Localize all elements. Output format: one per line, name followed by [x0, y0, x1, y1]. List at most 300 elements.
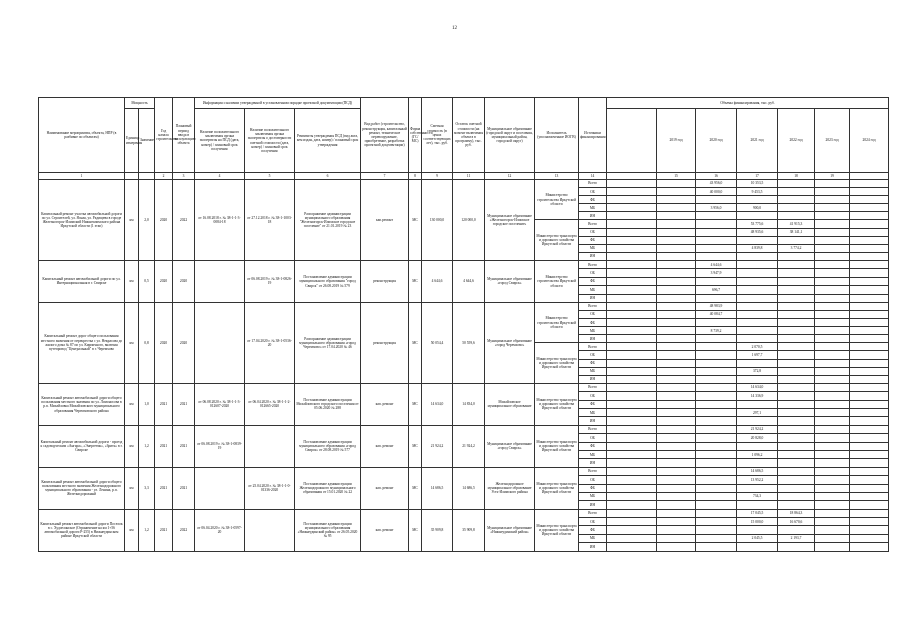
funding-value-cell	[815, 359, 850, 367]
cost-cell: 130 000,0	[422, 180, 453, 261]
funding-spacer-cell	[607, 260, 657, 268]
funding-value-cell	[657, 212, 696, 220]
funding-value-cell	[657, 509, 696, 517]
funding-value-cell	[778, 434, 815, 442]
value-cell: 2,0	[139, 180, 155, 261]
column-number: 15	[657, 173, 696, 180]
funding-value-cell	[696, 434, 737, 442]
source-cell: ОБ	[579, 351, 607, 359]
funding-value-cell	[657, 244, 696, 252]
funding-spacer-cell	[607, 450, 657, 458]
funding-value-cell	[696, 484, 737, 492]
source-cell: МБ	[579, 409, 607, 417]
funding-value-cell	[657, 343, 696, 351]
funding-spacer-cell	[607, 220, 657, 228]
funding-value-cell	[815, 327, 850, 335]
investment-table	[38, 97, 889, 552]
work-type-cell: кап. ремонт	[361, 383, 409, 425]
funding-value-cell	[696, 526, 737, 534]
conclusion-cell: от 16.08.2018 г. № 38-1-1-3-0084-18	[195, 180, 245, 261]
funding-value-cell	[657, 180, 696, 188]
value-cell: 1,2	[139, 509, 155, 551]
conclusion-cell	[195, 467, 245, 509]
funding-value-cell	[737, 277, 778, 285]
funding-value-cell	[778, 392, 815, 400]
header-year: 2021 год	[737, 109, 778, 173]
source-cell: МБ	[579, 450, 607, 458]
funding-value-cell	[815, 302, 850, 310]
funding-value-cell	[778, 180, 815, 188]
start-year-cell: 2021	[155, 509, 173, 551]
table-row	[39, 467, 889, 475]
funding-spacer-cell	[607, 236, 657, 244]
funding-value-cell	[696, 351, 737, 359]
funding-value-cell	[815, 467, 850, 475]
funding-value-cell: 4 839,8	[737, 244, 778, 252]
funding-value-cell: 20 828,0	[737, 434, 778, 442]
header-name: Наименование мероприятия, объекта, НПР (в разбивке по объектам)	[39, 98, 125, 173]
funding-spacer-cell	[607, 392, 657, 400]
funding-value-cell	[850, 228, 889, 236]
municipality-cell: Муниципальное образование «Железногорск-Илимское городское поселение»	[485, 180, 535, 261]
funding-spacer-cell	[607, 425, 657, 433]
funding-value-cell	[696, 359, 737, 367]
value-cell: 0,8	[139, 302, 155, 383]
header-work-type: Вид работ (строительство, реконструкция, капитальный ремонт, техническое перевооружение, приобретение, разработка проектной документации)	[361, 98, 409, 173]
funding-value-cell	[815, 228, 850, 236]
funding-value-cell	[815, 196, 850, 204]
funding-value-cell: 696,7	[696, 286, 737, 294]
funding-value-cell: 2 193,7	[778, 534, 815, 542]
funding-value-cell	[696, 492, 737, 500]
funding-value-cell	[815, 252, 850, 260]
funding-value-cell	[778, 310, 815, 318]
executor-cell: Министерство строительства Иркутской области	[535, 180, 579, 220]
reliability-cell: от 17.04.2020 г. № 38-1-0536-20	[245, 302, 295, 383]
reliability-cell: от 06.04.2020 г. № 38-1-1-2-012665-2020	[245, 383, 295, 425]
column-number: 12	[485, 173, 535, 180]
remaining-cell: 50 559,6	[453, 302, 485, 383]
funding-value-cell	[815, 204, 850, 212]
source-cell: ФБ	[579, 526, 607, 534]
executor-cell: Министерство строительства Иркутской области	[535, 302, 579, 342]
funding-value-cell: 48 935,6	[737, 228, 778, 236]
table-row	[39, 509, 889, 517]
funding-value-cell	[737, 359, 778, 367]
funding-value-cell	[696, 400, 737, 408]
ownership-cell: МС	[409, 180, 422, 261]
funding-spacer-cell	[607, 501, 657, 509]
funding-value-cell	[815, 286, 850, 294]
municipality-cell: Муниципальное образование «город Свирск»	[485, 260, 535, 302]
funding-value-cell	[815, 501, 850, 509]
funding-spacer-cell	[607, 180, 657, 188]
funding-value-cell	[657, 400, 696, 408]
source-cell: Всего	[579, 260, 607, 268]
source-cell: Всего	[579, 343, 607, 351]
funding-value-cell	[815, 450, 850, 458]
source-cell: ОБ	[579, 310, 607, 318]
funding-value-cell	[850, 409, 889, 417]
funding-value-cell	[850, 534, 889, 542]
funding-value-cell	[696, 277, 737, 285]
funding-spacer-cell	[607, 417, 657, 425]
funding-value-cell	[737, 526, 778, 534]
funding-value-cell	[657, 236, 696, 244]
funding-value-cell: 8 739,2	[696, 327, 737, 335]
source-cell: ИН	[579, 335, 607, 343]
period-cell: 2021	[173, 467, 195, 509]
funding-value-cell	[778, 236, 815, 244]
funding-spacer-cell	[607, 534, 657, 542]
funding-spacer-cell	[607, 204, 657, 212]
column-number	[125, 173, 139, 180]
funding-value-cell: 15 000,0	[737, 518, 778, 526]
funding-value-cell	[657, 383, 696, 391]
funding-value-cell	[778, 467, 815, 475]
column-number: 9	[422, 173, 453, 180]
funding-value-cell	[737, 294, 778, 302]
funding-spacer-cell	[607, 442, 657, 450]
funding-value-cell	[737, 310, 778, 318]
funding-value-cell	[778, 476, 815, 484]
conclusion-cell	[195, 260, 245, 302]
column-number: 13	[535, 173, 579, 180]
funding-spacer-cell	[607, 383, 657, 391]
funding-value-cell	[696, 543, 737, 551]
source-cell: ИН	[579, 417, 607, 425]
funding-value-cell	[657, 327, 696, 335]
period-cell: 2020	[173, 260, 195, 302]
header-power: Мощность	[125, 98, 155, 109]
funding-value-cell	[850, 252, 889, 260]
ownership-cell: МС	[409, 302, 422, 383]
object-name: Капитальный ремонт дорог общего пользования местного значения от перекрестка с ул. Некрасова до жилого дома № 87 по ул. Кирпичного, включая путепровод "Центральный" в г. Черемхово	[39, 302, 125, 383]
funding-value-cell	[850, 375, 889, 383]
funding-value-cell: 734,3	[737, 492, 778, 500]
object-name: Капитальный ремонт автомобильной дороги по ул. Интернациональная в г. Свирске	[39, 260, 125, 302]
funding-value-cell: 17 045,5	[737, 509, 778, 517]
funding-value-cell	[815, 518, 850, 526]
funding-value-cell	[778, 425, 815, 433]
funding-value-cell	[657, 459, 696, 467]
executor-cell: Министерство транспорта и дорожного хозяйства Иркутской области	[535, 467, 579, 509]
funding-value-cell	[850, 450, 889, 458]
funding-value-cell	[696, 501, 737, 509]
header-funding-spacer	[607, 109, 657, 173]
funding-value-cell	[815, 434, 850, 442]
source-cell: ОБ	[579, 228, 607, 236]
funding-value-cell	[815, 509, 850, 517]
funding-value-cell	[815, 543, 850, 551]
funding-value-cell	[815, 188, 850, 196]
cost-cell: 21 924,2	[422, 425, 453, 467]
funding-value-cell	[850, 260, 889, 268]
funding-value-cell	[850, 509, 889, 517]
funding-value-cell	[778, 409, 815, 417]
funding-value-cell	[778, 188, 815, 196]
funding-value-cell	[696, 417, 737, 425]
funding-value-cell	[778, 442, 815, 450]
funding-value-cell	[850, 492, 889, 500]
funding-value-cell	[778, 319, 815, 327]
funding-value-cell	[850, 351, 889, 359]
funding-value-cell	[737, 543, 778, 551]
source-cell: Всего	[579, 509, 607, 517]
funding-value-cell	[696, 509, 737, 517]
funding-value-cell: 3 956,0	[696, 204, 737, 212]
funding-value-cell	[657, 409, 696, 417]
funding-value-cell	[657, 196, 696, 204]
funding-value-cell	[657, 534, 696, 542]
funding-spacer-cell	[607, 188, 657, 196]
funding-value-cell	[850, 212, 889, 220]
funding-value-cell	[850, 180, 889, 188]
funding-value-cell	[815, 351, 850, 359]
header-year: 2023 год	[815, 109, 850, 173]
funding-value-cell	[657, 467, 696, 475]
header-year: 2024 год	[850, 109, 889, 173]
funding-value-cell	[696, 467, 737, 475]
funding-value-cell	[737, 319, 778, 327]
header-executor: Исполнитель (уполномоченное ИОГВ)	[535, 98, 579, 173]
ownership-cell: МС	[409, 467, 422, 509]
funding-spacer-cell	[607, 327, 657, 335]
funding-value-cell	[850, 484, 889, 492]
funding-value-cell	[696, 392, 737, 400]
funding-value-cell	[737, 196, 778, 204]
source-cell: ИН	[579, 252, 607, 260]
remaining-cell: 120 000,0	[453, 180, 485, 261]
funding-value-cell	[696, 343, 737, 351]
funding-value-cell	[657, 450, 696, 458]
source-cell: Всего	[579, 425, 607, 433]
funding-value-cell	[778, 212, 815, 220]
source-cell: МБ	[579, 534, 607, 542]
unit-cell: км	[125, 302, 139, 383]
funding-value-cell	[850, 518, 889, 526]
funding-value-cell	[737, 252, 778, 260]
period-cell: 2022	[173, 180, 195, 261]
table-row	[39, 383, 889, 391]
ownership-cell: МС	[409, 383, 422, 425]
funding-value-cell	[778, 277, 815, 285]
funding-value-cell	[815, 310, 850, 318]
funding-value-cell	[696, 228, 737, 236]
funding-value-cell	[850, 294, 889, 302]
funding-value-cell	[815, 294, 850, 302]
funding-value-cell	[815, 417, 850, 425]
column-number: 8	[409, 173, 422, 180]
funding-value-cell	[696, 252, 737, 260]
funding-value-cell	[657, 367, 696, 375]
funding-value-cell	[657, 310, 696, 318]
funding-value-cell	[815, 442, 850, 450]
header-year: 2019 год	[657, 109, 696, 173]
conclusion-cell	[195, 302, 245, 383]
funding-spacer-cell	[607, 526, 657, 534]
source-cell: ИН	[579, 212, 607, 220]
source-cell: МБ	[579, 286, 607, 294]
funding-value-cell	[737, 335, 778, 343]
funding-value-cell: 16 670,6	[778, 518, 815, 526]
funding-value-cell	[657, 526, 696, 534]
funding-value-cell	[778, 343, 815, 351]
funding-value-cell	[737, 484, 778, 492]
funding-value-cell	[815, 269, 850, 277]
header-value: Значение	[139, 109, 155, 173]
funding-value-cell: 48 983,9	[696, 302, 737, 310]
funding-value-cell: 18 864,3	[778, 509, 815, 517]
executor-cell: Министерство транспорта и дорожного хозяйства Иркутской области	[535, 220, 579, 260]
object-name: Капитальный ремонт автомобильной дороги общего пользования местного значения Железнодорожного муниципального образования - ул. Ленина, р.п. Железнодорожный	[39, 467, 125, 509]
funding-value-cell	[778, 302, 815, 310]
funding-value-cell	[815, 343, 850, 351]
funding-value-cell	[815, 534, 850, 542]
funding-value-cell	[737, 269, 778, 277]
funding-spacer-cell	[607, 269, 657, 277]
source-cell: Всего	[579, 302, 607, 310]
column-number: 2	[155, 173, 173, 180]
funding-value-cell	[657, 302, 696, 310]
funding-value-cell	[850, 392, 889, 400]
funding-value-cell: 14 634,0	[737, 383, 778, 391]
unit-cell: км	[125, 425, 139, 467]
header-pos-conclusion: Наличие положительного заключения органа экспертизы на ПСД (дата, номер) / плановый срок получения	[195, 109, 245, 173]
funding-value-cell	[815, 319, 850, 327]
column-number: 3	[173, 173, 195, 180]
funding-value-cell	[696, 534, 737, 542]
funding-spacer-cell	[607, 518, 657, 526]
column-number	[607, 173, 657, 180]
funding-value-cell	[657, 425, 696, 433]
header-funding: Объемы финансирования, тыс. руб.	[607, 98, 889, 109]
object-name: Капитальный ремонт автомобильной дороги общего пользования местного значения по ул. Ломоносова в р.п. Михайловка Михайловского муниципального образования Черемховского района	[39, 383, 125, 425]
funding-value-cell	[696, 476, 737, 484]
value-cell: 1,0	[139, 383, 155, 425]
source-cell: ФБ	[579, 359, 607, 367]
funding-value-cell	[696, 220, 737, 228]
funding-value-cell	[696, 367, 737, 375]
funding-value-cell: 2 070,5	[737, 343, 778, 351]
source-cell: МБ	[579, 492, 607, 500]
column-number: 1	[39, 173, 125, 180]
value-cell: 0,5	[139, 260, 155, 302]
ownership-cell: МС	[409, 260, 422, 302]
funding-value-cell	[696, 319, 737, 327]
reliability-cell: от 25.04.2020 г. № 38-1-1-0-01336-2020	[245, 467, 295, 509]
funding-value-cell: 14 336,9	[737, 392, 778, 400]
funding-value-cell: 9 453,5	[737, 188, 778, 196]
funding-value-cell	[815, 383, 850, 391]
funding-value-cell	[778, 526, 815, 534]
funding-value-cell	[850, 220, 889, 228]
funding-value-cell: 13 952,2	[737, 476, 778, 484]
requisites-cell: Постановление администрации муниципального образования "город Свирск" от 26.08.2019 № 579	[295, 260, 361, 302]
start-year-cell: 2020	[155, 260, 173, 302]
funding-value-cell	[815, 459, 850, 467]
funding-value-cell	[815, 244, 850, 252]
source-cell: ОБ	[579, 434, 607, 442]
funding-value-cell	[778, 269, 815, 277]
funding-spacer-cell	[607, 400, 657, 408]
funding-value-cell	[850, 269, 889, 277]
funding-value-cell	[850, 501, 889, 509]
source-cell: ИН	[579, 294, 607, 302]
requisites-cell: Постановление администрации муниципального образования «город Свирск» от 28.08.2019 № 577	[295, 425, 361, 467]
funding-value-cell	[850, 434, 889, 442]
start-year-cell: 2020	[155, 180, 173, 261]
funding-value-cell	[657, 286, 696, 294]
funding-value-cell	[815, 236, 850, 244]
funding-value-cell	[657, 434, 696, 442]
header-sources: Источники финансирования	[579, 98, 607, 173]
funding-value-cell	[657, 442, 696, 450]
conclusion-cell: от 06.04.2020 г. № 38-1-0597-20	[195, 509, 245, 551]
funding-spacer-cell	[607, 286, 657, 294]
funding-value-cell	[696, 459, 737, 467]
funding-spacer-cell	[607, 409, 657, 417]
requisites-cell: Распоряжение администрации муниципального образования "Железногорск-Илимское городское поселение" от 21.01.2019 № 23	[295, 180, 361, 261]
funding-value-cell	[815, 375, 850, 383]
remaining-cell: 4 644,6	[453, 260, 485, 302]
funding-value-cell	[778, 351, 815, 359]
funding-value-cell: 10 353,5	[737, 180, 778, 188]
header-cost: Сметная стоимость (в ценах соответствующих лет), тыс. руб.	[422, 98, 453, 173]
funding-value-cell	[850, 335, 889, 343]
remaining-cell: 21 924,2	[453, 425, 485, 467]
funding-value-cell	[657, 518, 696, 526]
funding-value-cell: 2 045,5	[737, 534, 778, 542]
cost-cell: 4 644,6	[422, 260, 453, 302]
header-ownership: Форма собственности (ГС/МС)	[409, 98, 422, 173]
reliability-cell: от 27.12.2018 г. № 38-1-1003-18	[245, 180, 295, 261]
source-cell: ФБ	[579, 236, 607, 244]
funding-value-cell: 40 000,0	[696, 188, 737, 196]
funding-spacer-cell	[607, 319, 657, 327]
work-type-cell: реконструкция	[361, 260, 409, 302]
funding-value-cell	[778, 252, 815, 260]
funding-value-cell	[737, 417, 778, 425]
work-type-cell: кап. ремонт	[361, 425, 409, 467]
funding-value-cell	[850, 526, 889, 534]
funding-value-cell	[696, 375, 737, 383]
header-requisites: Реквизиты утверждения ПСД (вид акта, кем издан, дата, номер) / плановый срок утверждения	[295, 109, 361, 173]
funding-value-cell	[778, 204, 815, 212]
funding-spacer-cell	[607, 367, 657, 375]
municipality-cell: Муниципальное образование «город Свирск»	[485, 425, 535, 467]
funding-value-cell	[815, 220, 850, 228]
funding-value-cell	[737, 327, 778, 335]
column-number: 16	[696, 173, 737, 180]
funding-spacer-cell	[607, 310, 657, 318]
funding-value-cell	[657, 476, 696, 484]
work-type-cell: кап. ремонт	[361, 509, 409, 551]
remaining-cell: 14 834,0	[453, 383, 485, 425]
funding-value-cell	[778, 286, 815, 294]
column-number: 6	[295, 173, 361, 180]
funding-value-cell: 297,1	[737, 409, 778, 417]
funding-value-cell	[778, 484, 815, 492]
funding-value-cell	[850, 442, 889, 450]
conclusion-cell: от 06.08.2019 г. № 38-1-0839-19	[195, 425, 245, 467]
funding-value-cell	[778, 367, 815, 375]
source-cell: Всего	[579, 383, 607, 391]
funding-value-cell: 14 686,5	[737, 467, 778, 475]
funding-value-cell	[778, 260, 815, 268]
funding-spacer-cell	[607, 543, 657, 551]
source-cell: ФБ	[579, 442, 607, 450]
